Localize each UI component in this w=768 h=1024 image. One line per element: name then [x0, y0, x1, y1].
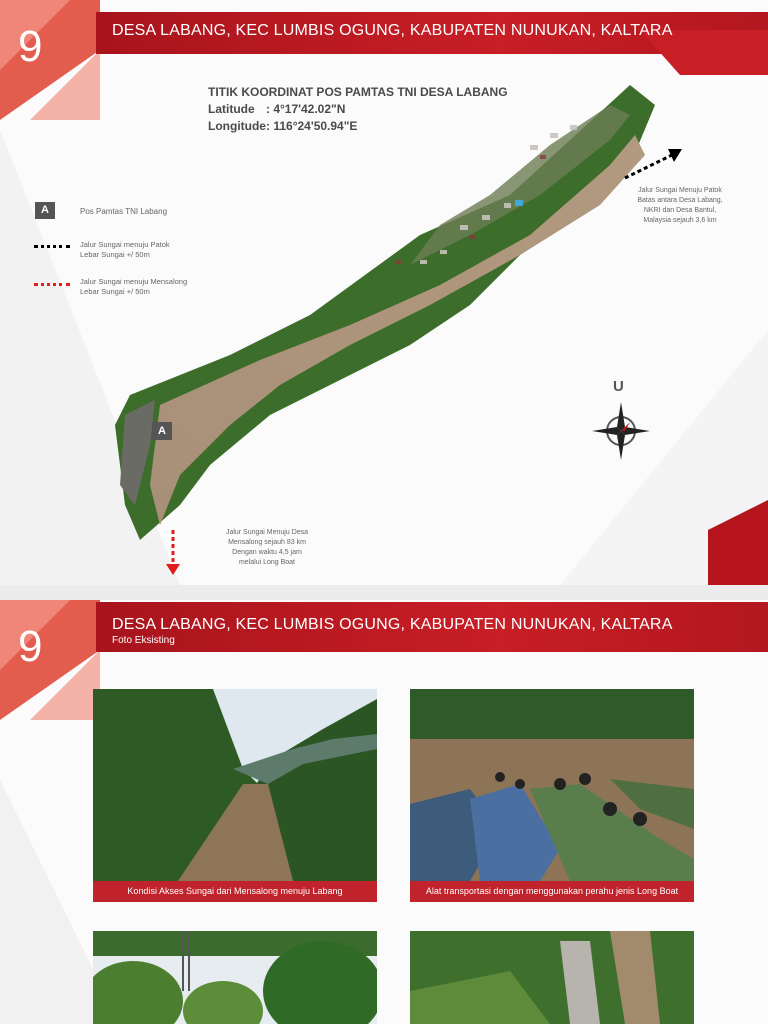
note-to-patok-line: Malaysia sejauh 3,6 km	[643, 217, 717, 224]
page-title: DESA LABANG, KEC LUMBIS OGUNG, KABUPATEN NUNUKAN, KALTARA	[112, 22, 673, 39]
note-to-mensalong-line: Jalur Sungai Menuju Desa	[225, 529, 309, 536]
aerial-map	[110, 85, 670, 545]
legend-black-dotted-line	[34, 245, 70, 248]
note-to-mensalong-line: Mensalong sejauh 83 km	[228, 539, 306, 546]
photo-long-boat	[410, 689, 694, 881]
longitude-label: Longitude	[208, 119, 266, 133]
legend-marker-label: Pos Pamtas TNI Labang	[80, 207, 168, 216]
corner-decoration	[708, 500, 768, 585]
note-to-patok-line: NKRI dan Desa Bantul,	[643, 207, 717, 214]
slide-number: 9	[18, 22, 43, 71]
page-title: DESA LABANG, KEC LUMBIS OGUNG, KABUPATEN NUNUKAN, KALTARA	[112, 616, 673, 633]
legend-red-dotted-line	[34, 283, 70, 286]
legend-black-label-1: Jalur Sungai menuju Patok	[80, 240, 170, 249]
note-to-mensalong-line: Dengan waktu 4,5 jam	[232, 549, 302, 556]
slide-number: 9	[18, 622, 43, 671]
latitude-label: Latitude	[208, 102, 255, 116]
photo-village	[93, 931, 377, 1024]
number-badge	[0, 0, 100, 120]
legend-red-label-1: Jalur Sungai menuju Mensalong	[80, 277, 188, 286]
number-badge	[0, 600, 100, 720]
slide-separator	[0, 585, 768, 600]
compass-icon	[590, 400, 652, 462]
caption-river-access: Kondisi Akses Sungai dari Mensalong menuju Labang	[93, 881, 377, 902]
latitude-value: : 4°17'42.02"N	[266, 102, 346, 116]
caption-long-boat: Alat transportasi dengan menggunakan perahu jenis Long Boat	[410, 881, 694, 902]
slide-photos	[0, 600, 768, 1024]
note-to-patok-line: Jalur Sungai Menuju Patok	[638, 187, 722, 194]
legend-marker: A	[35, 202, 55, 219]
route-arrow-to-mensalong	[165, 528, 181, 578]
photo-river-access	[93, 689, 377, 881]
note-to-patok-line: Batas antara Desa Labang,	[637, 197, 723, 204]
legend-red-label-2: Lebar Sungai +/ 50m	[80, 287, 150, 296]
coordinate-title: TITIK KOORDINAT POS PAMTAS TNI DESA LABANG	[208, 85, 508, 99]
legend-black-label-2: Lebar Sungai +/ 50m	[80, 250, 150, 259]
note-to-mensalong-line: melalui Long Boat	[238, 559, 296, 566]
note-to-patok	[625, 186, 735, 226]
map-marker: A	[152, 422, 172, 440]
note-to-mensalong	[210, 528, 324, 568]
photo-aerial-river	[410, 931, 694, 1024]
page-subtitle: Foto Eksisting	[112, 635, 175, 646]
longitude-value: : 116°24'50.94"E	[266, 119, 358, 133]
compass-north-label: U	[613, 378, 624, 395]
route-arrow-to-patok	[620, 145, 690, 185]
